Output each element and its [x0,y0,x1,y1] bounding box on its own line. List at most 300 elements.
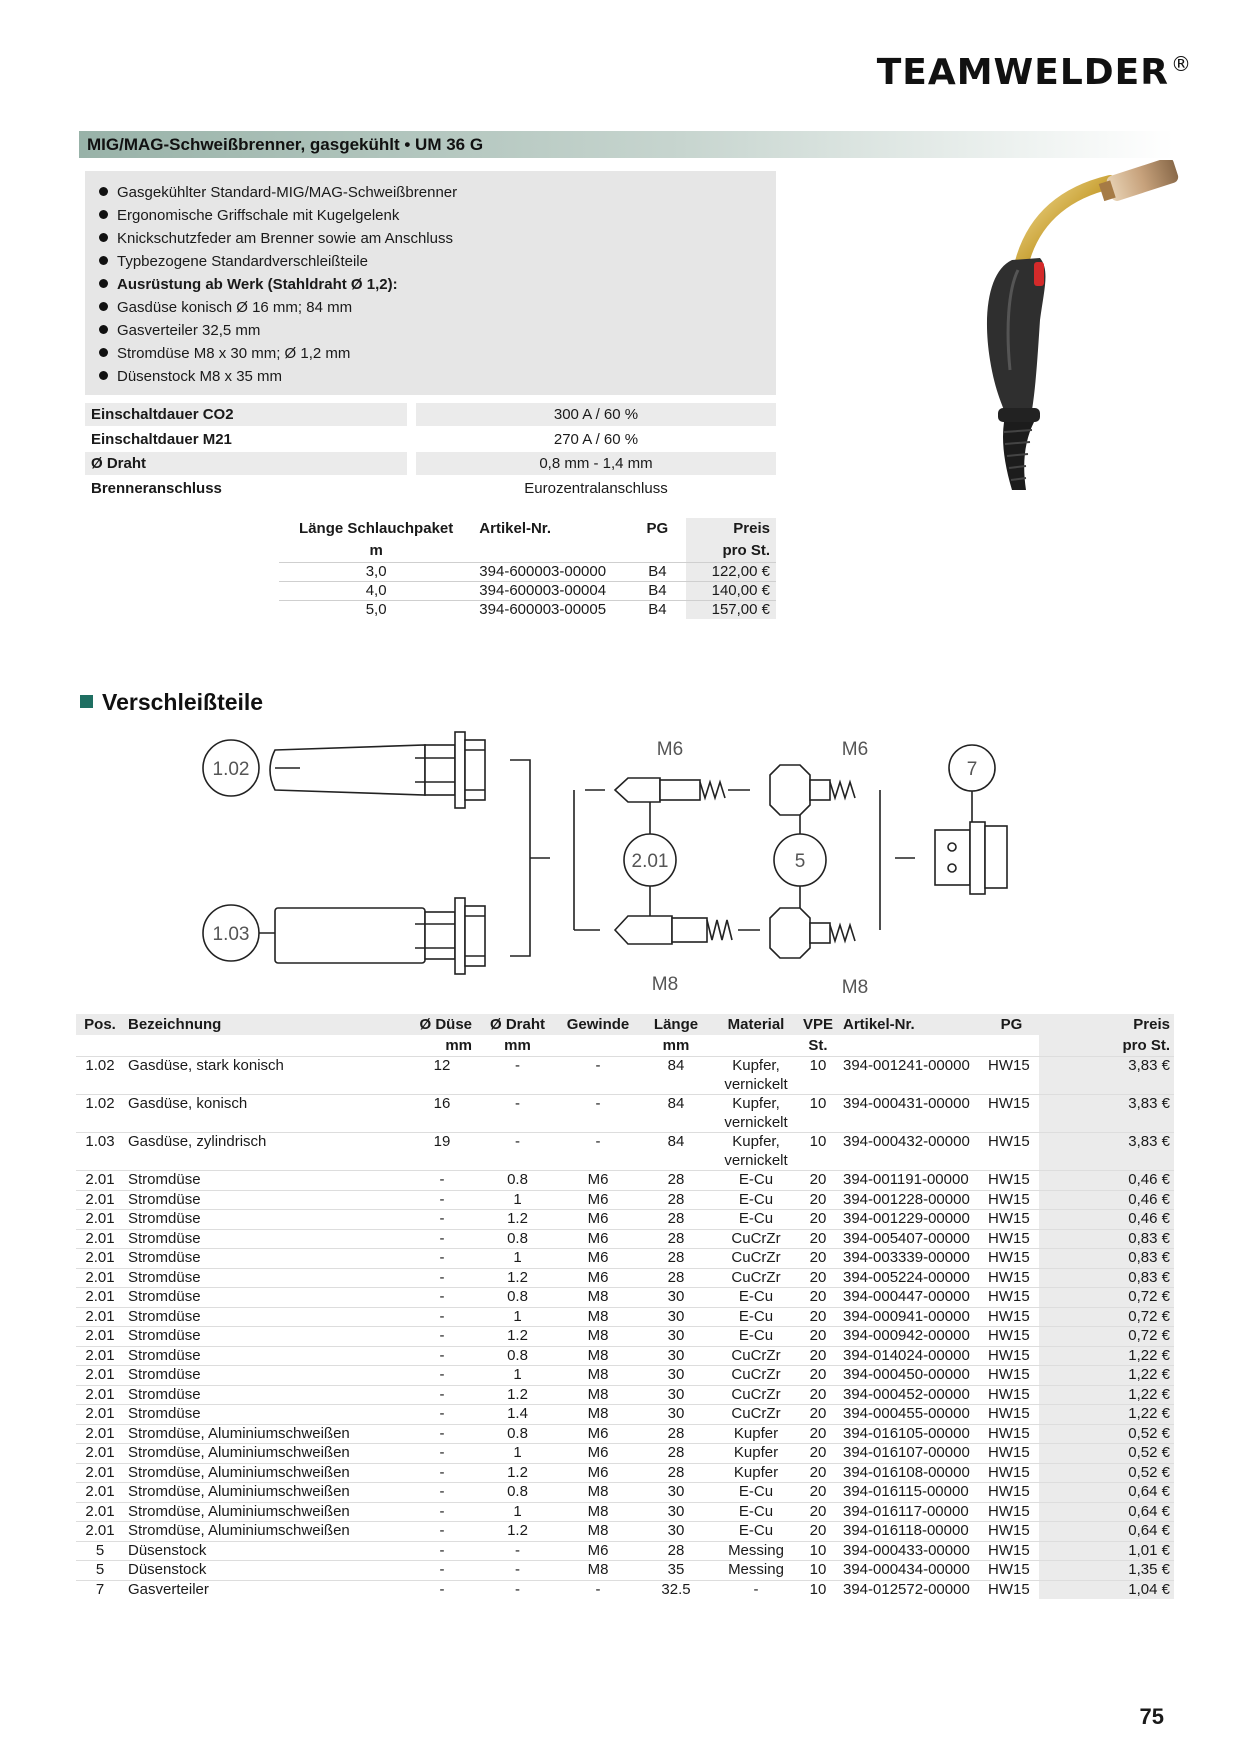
spec-table [85,403,776,501]
feature-text: Typbezogene Standardverschleißteile [117,253,368,270]
table-row [76,1057,1174,1095]
product-title: MIG/MAG-Schweißbrenner, gasgekühlt • UM 36 G [87,135,484,154]
diagram-label-1-02: 1.02 [212,759,250,780]
parts-cell: Kupfer [733,1444,779,1461]
parts-cell: 1 [513,1190,522,1208]
parts-header-cell: Ø Draht [476,1014,559,1035]
parts-subheader-cell [76,1035,124,1057]
hose-cell: 394-600003-00004 [479,582,607,599]
parts-cell: Stromdüse [128,1307,201,1325]
parts-cell: 1.2 [507,1385,528,1403]
parts-cell: CuCrZr [731,1229,781,1247]
parts-cell: Stromdüse, Aluminiumschweißen [128,1522,350,1539]
parts-cell: CuCrZr [731,1249,781,1266]
parts-cell: HW15 [988,1057,1030,1074]
parts-cell: - [515,1057,520,1074]
hose-cell: 140,00 € [686,582,776,601]
parts-cell: E-Cu [738,1307,774,1325]
torch-illustration [960,160,1200,500]
hose-cell: B4 [648,563,667,580]
hose-header-cell: Preis [686,518,776,540]
hose-cell: 5,0 [365,601,387,618]
parts-cell: 28 [667,1210,685,1227]
hose-header-cell: Länge Schlauchpaket [299,520,454,537]
parts-cell: 20 [809,1229,827,1247]
diagram-label-m6-tip: M6 [656,739,684,760]
parts-cell: - [439,1268,445,1286]
gas-nozzle-cylindrical-drawing [275,898,485,974]
parts-cell: M8 [587,1483,609,1500]
parts-cell: M8 [587,1385,609,1403]
parts-cell: 32.5 [661,1580,691,1598]
feature-item [99,273,776,296]
parts-cell: 394-000432-00000 [843,1133,970,1150]
parts-cell: 20 [809,1249,827,1266]
feature-item [99,250,776,273]
parts-cell: 394-001241-00000 [843,1057,970,1074]
parts-cell: 0.8 [507,1346,528,1364]
parts-cell: M6 [587,1249,609,1266]
parts-cell: 0,46 € [1039,1171,1174,1191]
parts-cell: - [439,1190,445,1208]
table-row [76,1502,1174,1522]
parts-cell: HW15 [988,1095,1030,1112]
parts-cell: HW15 [988,1483,1030,1500]
parts-cell: 1.2 [507,1210,528,1227]
bullet-icon [99,256,108,265]
hose-table-subheader [279,540,776,563]
bullet-icon [99,187,108,196]
parts-subheader-cell [839,1035,984,1057]
parts-subheader-cell: pro St. [1039,1035,1174,1057]
parts-cell: Gasverteiler [128,1580,209,1598]
feature-text: Knickschutzfeder am Brenner sowie am Anschluss [117,230,453,247]
parts-cell: M6 [587,1229,609,1247]
parts-cell: Kupfer, vernickelt [724,1133,788,1169]
parts-cell: M6 [587,1541,609,1559]
parts-cell: 30 [667,1307,685,1325]
parts-cell: - [439,1463,445,1481]
table-row [279,582,776,601]
parts-cell: HW15 [988,1580,1030,1598]
parts-cell: - [595,1580,601,1598]
bullet-icon [99,279,108,288]
parts-cell: - [439,1346,445,1364]
parts-cell: E-Cu [738,1288,774,1305]
feature-item [99,319,776,342]
parts-cell: 2.01 [85,1444,115,1461]
parts-cell: 1,22 € [1039,1405,1174,1425]
diagram-label-1-03: 1.03 [212,924,250,945]
parts-cell: HW15 [988,1561,1030,1578]
parts-cell: - [439,1541,445,1559]
table-row [76,1424,1174,1444]
diagram-label-m8-holder: M8 [841,977,869,998]
parts-cell: 1.2 [507,1268,528,1286]
parts-cell: - [439,1171,445,1188]
parts-cell: 30 [667,1522,685,1539]
parts-cell: 2.01 [85,1424,115,1442]
parts-cell: - [515,1580,520,1598]
parts-cell: Gasdüse, konisch [128,1095,248,1112]
feature-text: Düsenstock M8 x 35 mm [117,368,283,385]
parts-cell: 394-012572-00000 [843,1580,970,1598]
parts-cell: 0,64 € [1039,1502,1174,1522]
parts-cell: 394-016115-00000 [843,1483,969,1500]
table-row [76,1229,1174,1249]
parts-cell: HW15 [988,1288,1030,1305]
parts-cell: 20 [809,1171,827,1188]
parts-cell: 20 [809,1444,827,1461]
parts-cell: HW15 [988,1444,1030,1461]
parts-cell: M8 [587,1405,609,1422]
parts-cell: Gasdüse, zylindrisch [128,1133,267,1150]
parts-cell: HW15 [988,1210,1030,1227]
parts-cell: 20 [809,1288,827,1305]
parts-cell: 394-000455-00000 [843,1405,970,1422]
parts-cell: - [515,1561,520,1578]
bullet-icon [99,348,108,357]
parts-cell: 0.8 [507,1424,528,1442]
wear-parts-table [76,1014,1174,1599]
parts-cell: - [439,1229,445,1247]
parts-cell: Stromdüse [128,1210,201,1227]
parts-cell: 30 [667,1385,685,1403]
parts-cell: 1,22 € [1039,1366,1174,1386]
parts-cell: 0.8 [507,1483,528,1500]
parts-cell: Stromdüse [128,1171,201,1188]
hose-header-cell: PG [646,520,669,537]
parts-cell: - [439,1424,445,1442]
parts-cell: 0,72 € [1039,1288,1174,1308]
parts-header-cell: Material [715,1014,797,1035]
parts-cell: 394-014024-00000 [843,1346,970,1364]
parts-cell: 394-000942-00000 [843,1327,970,1344]
parts-cell: 20 [809,1307,827,1325]
parts-cell: M6 [587,1210,609,1227]
parts-cell: 35 [667,1561,685,1578]
parts-cell: 84 [667,1095,685,1112]
hose-cell: 394-600003-00000 [479,563,607,580]
parts-cell: 394-001191-00000 [843,1171,969,1188]
parts-cell: - [439,1327,445,1344]
parts-cell: Kupfer, vernickelt [724,1095,788,1131]
hose-header-cell: Artikel-Nr. [479,520,551,537]
product-title-bar [79,131,1174,158]
parts-cell: 20 [809,1327,827,1344]
parts-cell: 394-016107-00000 [843,1444,970,1461]
parts-cell: 84 [667,1133,685,1150]
feature-item [99,227,776,250]
spec-label: Ø Draht [85,452,407,475]
section-square-icon [80,695,93,708]
spec-row [85,452,776,477]
parts-subheader-cell: mm [662,1037,690,1054]
parts-header-cell: PG [984,1014,1039,1035]
feature-list [85,171,776,388]
parts-cell: 20 [809,1346,827,1364]
table-row [76,1288,1174,1308]
parts-cell: HW15 [988,1366,1030,1383]
parts-cell: 30 [667,1288,685,1305]
parts-cell: Stromdüse [128,1229,201,1247]
parts-cell: 2.01 [85,1483,115,1500]
gas-nozzle-conical-drawing [270,732,485,808]
parts-cell: 2.01 [85,1249,115,1266]
parts-cell: Stromdüse [128,1327,201,1344]
parts-header-cell: VPE [797,1014,839,1035]
parts-cell: 10 [809,1095,827,1112]
parts-cell: 1 [513,1502,522,1520]
parts-cell: Düsenstock [128,1561,207,1578]
parts-header-cell: Länge [637,1014,715,1035]
parts-cell: Stromdüse [128,1405,201,1422]
parts-cell: 394-016117-00000 [843,1502,969,1520]
parts-cell: Stromdüse [128,1385,201,1403]
parts-cell: - [595,1095,601,1112]
parts-cell: 1 [513,1444,522,1461]
parts-cell: M8 [587,1561,609,1578]
feature-item [99,342,776,365]
parts-cell: CuCrZr [731,1405,781,1422]
spec-row [85,477,776,502]
bullet-icon [99,302,108,311]
parts-cell: 10 [809,1541,827,1559]
parts-cell: 12 [433,1057,451,1074]
parts-cell: 0,46 € [1039,1210,1174,1230]
parts-cell: 28 [667,1541,685,1559]
parts-cell: HW15 [988,1346,1030,1364]
parts-cell: - [439,1522,445,1539]
parts-cell: 28 [667,1268,685,1286]
parts-header-cell: Gewinde [559,1014,637,1035]
parts-cell: HW15 [988,1190,1030,1208]
parts-cell: 28 [667,1190,685,1208]
parts-subheader-cell: mm [445,1037,472,1054]
parts-cell: 28 [667,1424,685,1442]
parts-cell: 20 [809,1522,827,1539]
parts-cell: 1.2 [507,1463,528,1481]
parts-cell: Stromdüse, Aluminiumschweißen [128,1424,350,1442]
parts-cell: 394-000941-00000 [843,1307,970,1325]
table-row [76,1463,1174,1483]
parts-cell: HW15 [988,1541,1030,1559]
parts-cell: 20 [809,1190,827,1208]
parts-cell: 0.8 [507,1171,528,1188]
parts-cell: 20 [809,1210,827,1227]
spec-value: 0,8 mm - 1,4 mm [416,452,776,475]
hose-cell: 122,00 € [686,563,776,582]
parts-cell: M6 [587,1463,609,1481]
table-row [76,1444,1174,1464]
page-number: 75 [1139,1704,1164,1729]
parts-cell: 394-016105-00000 [843,1424,970,1442]
bullet-icon [99,233,108,242]
table-row [76,1522,1174,1542]
parts-cell: 394-000433-00000 [843,1541,970,1559]
parts-cell: HW15 [988,1268,1030,1286]
table-row [76,1483,1174,1503]
parts-cell: 0,83 € [1039,1268,1174,1288]
feature-item [99,204,776,227]
hose-cell: 4,0 [365,582,387,599]
parts-cell: 394-005407-00000 [843,1229,970,1247]
table-row [76,1580,1174,1599]
parts-cell: - [439,1483,445,1500]
parts-cell: M8 [587,1307,609,1325]
parts-cell: 20 [809,1366,827,1383]
parts-cell: HW15 [988,1405,1030,1422]
parts-cell: 0,83 € [1039,1229,1174,1249]
diagram-label-5: 5 [794,851,806,872]
table-row [76,1249,1174,1269]
parts-cell: 30 [667,1366,685,1383]
parts-cell: 1,22 € [1039,1385,1174,1405]
hose-subheader-cell [473,540,628,563]
parts-cell: 30 [667,1502,685,1520]
hose-subheader-cell: pro St. [686,540,776,563]
parts-cell: 30 [667,1405,685,1422]
parts-header-cell: Ø Düse [408,1014,476,1035]
feature-text: Gasdüse konisch Ø 16 mm; 84 mm [117,299,353,316]
parts-cell: E-Cu [738,1190,774,1208]
parts-cell: M6 [587,1190,609,1208]
parts-subheader-cell [124,1035,408,1057]
parts-cell: HW15 [988,1424,1030,1442]
parts-cell: Stromdüse [128,1268,201,1286]
parts-cell: 0,64 € [1039,1483,1174,1503]
parts-cell: Stromdüse, Aluminiumschweißen [128,1444,350,1461]
parts-cell: M8 [587,1327,609,1344]
parts-cell: Kupfer [733,1424,779,1442]
parts-cell: Messing [728,1541,784,1559]
parts-cell: 3,83 € [1039,1057,1174,1095]
parts-cell: 0,72 € [1039,1307,1174,1327]
parts-cell: - [439,1385,445,1403]
parts-cell: 30 [667,1327,685,1344]
feature-text: Ergonomische Griffschale mit Kugelgelenk [117,207,400,224]
parts-cell: 2.01 [85,1307,115,1325]
spec-label: Einschaltdauer CO2 [85,403,407,426]
hose-subheader-cell: m [369,542,383,559]
parts-cell: 2.01 [85,1327,115,1344]
parts-header-cell: Pos. [76,1014,124,1035]
parts-cell: 1.4 [507,1405,528,1422]
feature-item [99,365,776,388]
parts-header-cell: Preis [1039,1014,1174,1035]
hose-package-table [279,518,776,619]
table-row [279,563,776,582]
table-row [76,1541,1174,1561]
table-row [76,1307,1174,1327]
parts-cell: 84 [667,1057,685,1074]
parts-cell: 28 [667,1229,685,1247]
parts-cell: 7 [95,1580,105,1598]
parts-cell: Gasdüse, stark konisch [128,1057,284,1074]
parts-cell: 2.01 [85,1288,115,1305]
parts-cell: HW15 [988,1502,1030,1520]
table-row [76,1171,1174,1191]
parts-cell: - [439,1502,445,1520]
parts-cell: CuCrZr [731,1346,781,1364]
contact-tip-m8-drawing [615,916,760,944]
parts-cell: E-Cu [738,1171,774,1188]
parts-cell: 2.01 [85,1171,115,1188]
parts-cell: - [595,1133,601,1150]
table-row [76,1346,1174,1366]
table-row [76,1561,1174,1581]
parts-cell: 2.01 [85,1366,115,1383]
parts-cell: 0,72 € [1039,1327,1174,1347]
parts-table-subheader [76,1035,1174,1057]
parts-cell: 2.01 [85,1210,115,1227]
parts-cell: 28 [667,1444,685,1461]
parts-cell: 1.2 [507,1522,528,1539]
spec-value: Eurozentralanschluss [524,479,668,497]
table-row [76,1268,1174,1288]
parts-cell: 20 [809,1268,827,1286]
parts-cell: 2.01 [85,1190,115,1208]
parts-cell: 20 [809,1424,827,1442]
spec-row [85,428,776,453]
parts-cell: - [439,1307,445,1325]
parts-cell: HW15 [988,1327,1030,1344]
parts-cell: 1 [513,1307,522,1325]
tip-holder-m6-drawing [770,765,855,815]
parts-cell: - [515,1133,520,1150]
parts-cell: - [439,1405,445,1422]
contact-tip-m6-drawing [585,778,750,802]
parts-subheader-cell: mm [504,1037,531,1054]
parts-cell: 28 [667,1171,685,1188]
parts-subheader-cell [559,1035,637,1057]
parts-cell: 3,83 € [1039,1133,1174,1171]
parts-cell: M8 [587,1522,609,1539]
parts-cell: 1 [513,1366,522,1383]
parts-cell: 20 [809,1405,827,1422]
table-row [279,601,776,620]
parts-cell: Stromdüse, Aluminiumschweißen [128,1483,350,1500]
parts-cell: M6 [587,1171,609,1188]
parts-cell: 1.2 [507,1327,528,1344]
parts-cell: - [439,1580,445,1598]
parts-cell: 2.01 [85,1502,115,1520]
feature-text: Gasgekühlter Standard-MIG/MAG-Schweißbrenner [117,184,458,201]
parts-cell: CuCrZr [731,1366,781,1383]
parts-cell: Düsenstock [128,1541,207,1559]
spec-value: 270 A / 60 % [553,430,639,448]
parts-cell: E-Cu [738,1210,774,1227]
parts-cell: HW15 [988,1249,1030,1266]
parts-cell: Messing [728,1561,784,1578]
parts-cell: 0.8 [507,1288,528,1305]
parts-cell: 2.01 [85,1268,115,1286]
brand-mark: ® [1171,52,1192,76]
feature-item [99,296,776,319]
parts-cell: 28 [667,1463,685,1481]
parts-cell: 20 [809,1385,827,1403]
parts-cell: 394-000450-00000 [843,1366,970,1383]
parts-cell: HW15 [988,1171,1030,1188]
parts-cell: Stromdüse [128,1190,201,1208]
parts-cell: 2.01 [85,1463,115,1481]
parts-cell: 1,04 € [1039,1580,1174,1599]
parts-cell: 394-000452-00000 [843,1385,970,1403]
table-row [76,1327,1174,1347]
parts-cell: 1,22 € [1039,1346,1174,1366]
table-row [76,1210,1174,1230]
parts-cell: 0,52 € [1039,1463,1174,1483]
